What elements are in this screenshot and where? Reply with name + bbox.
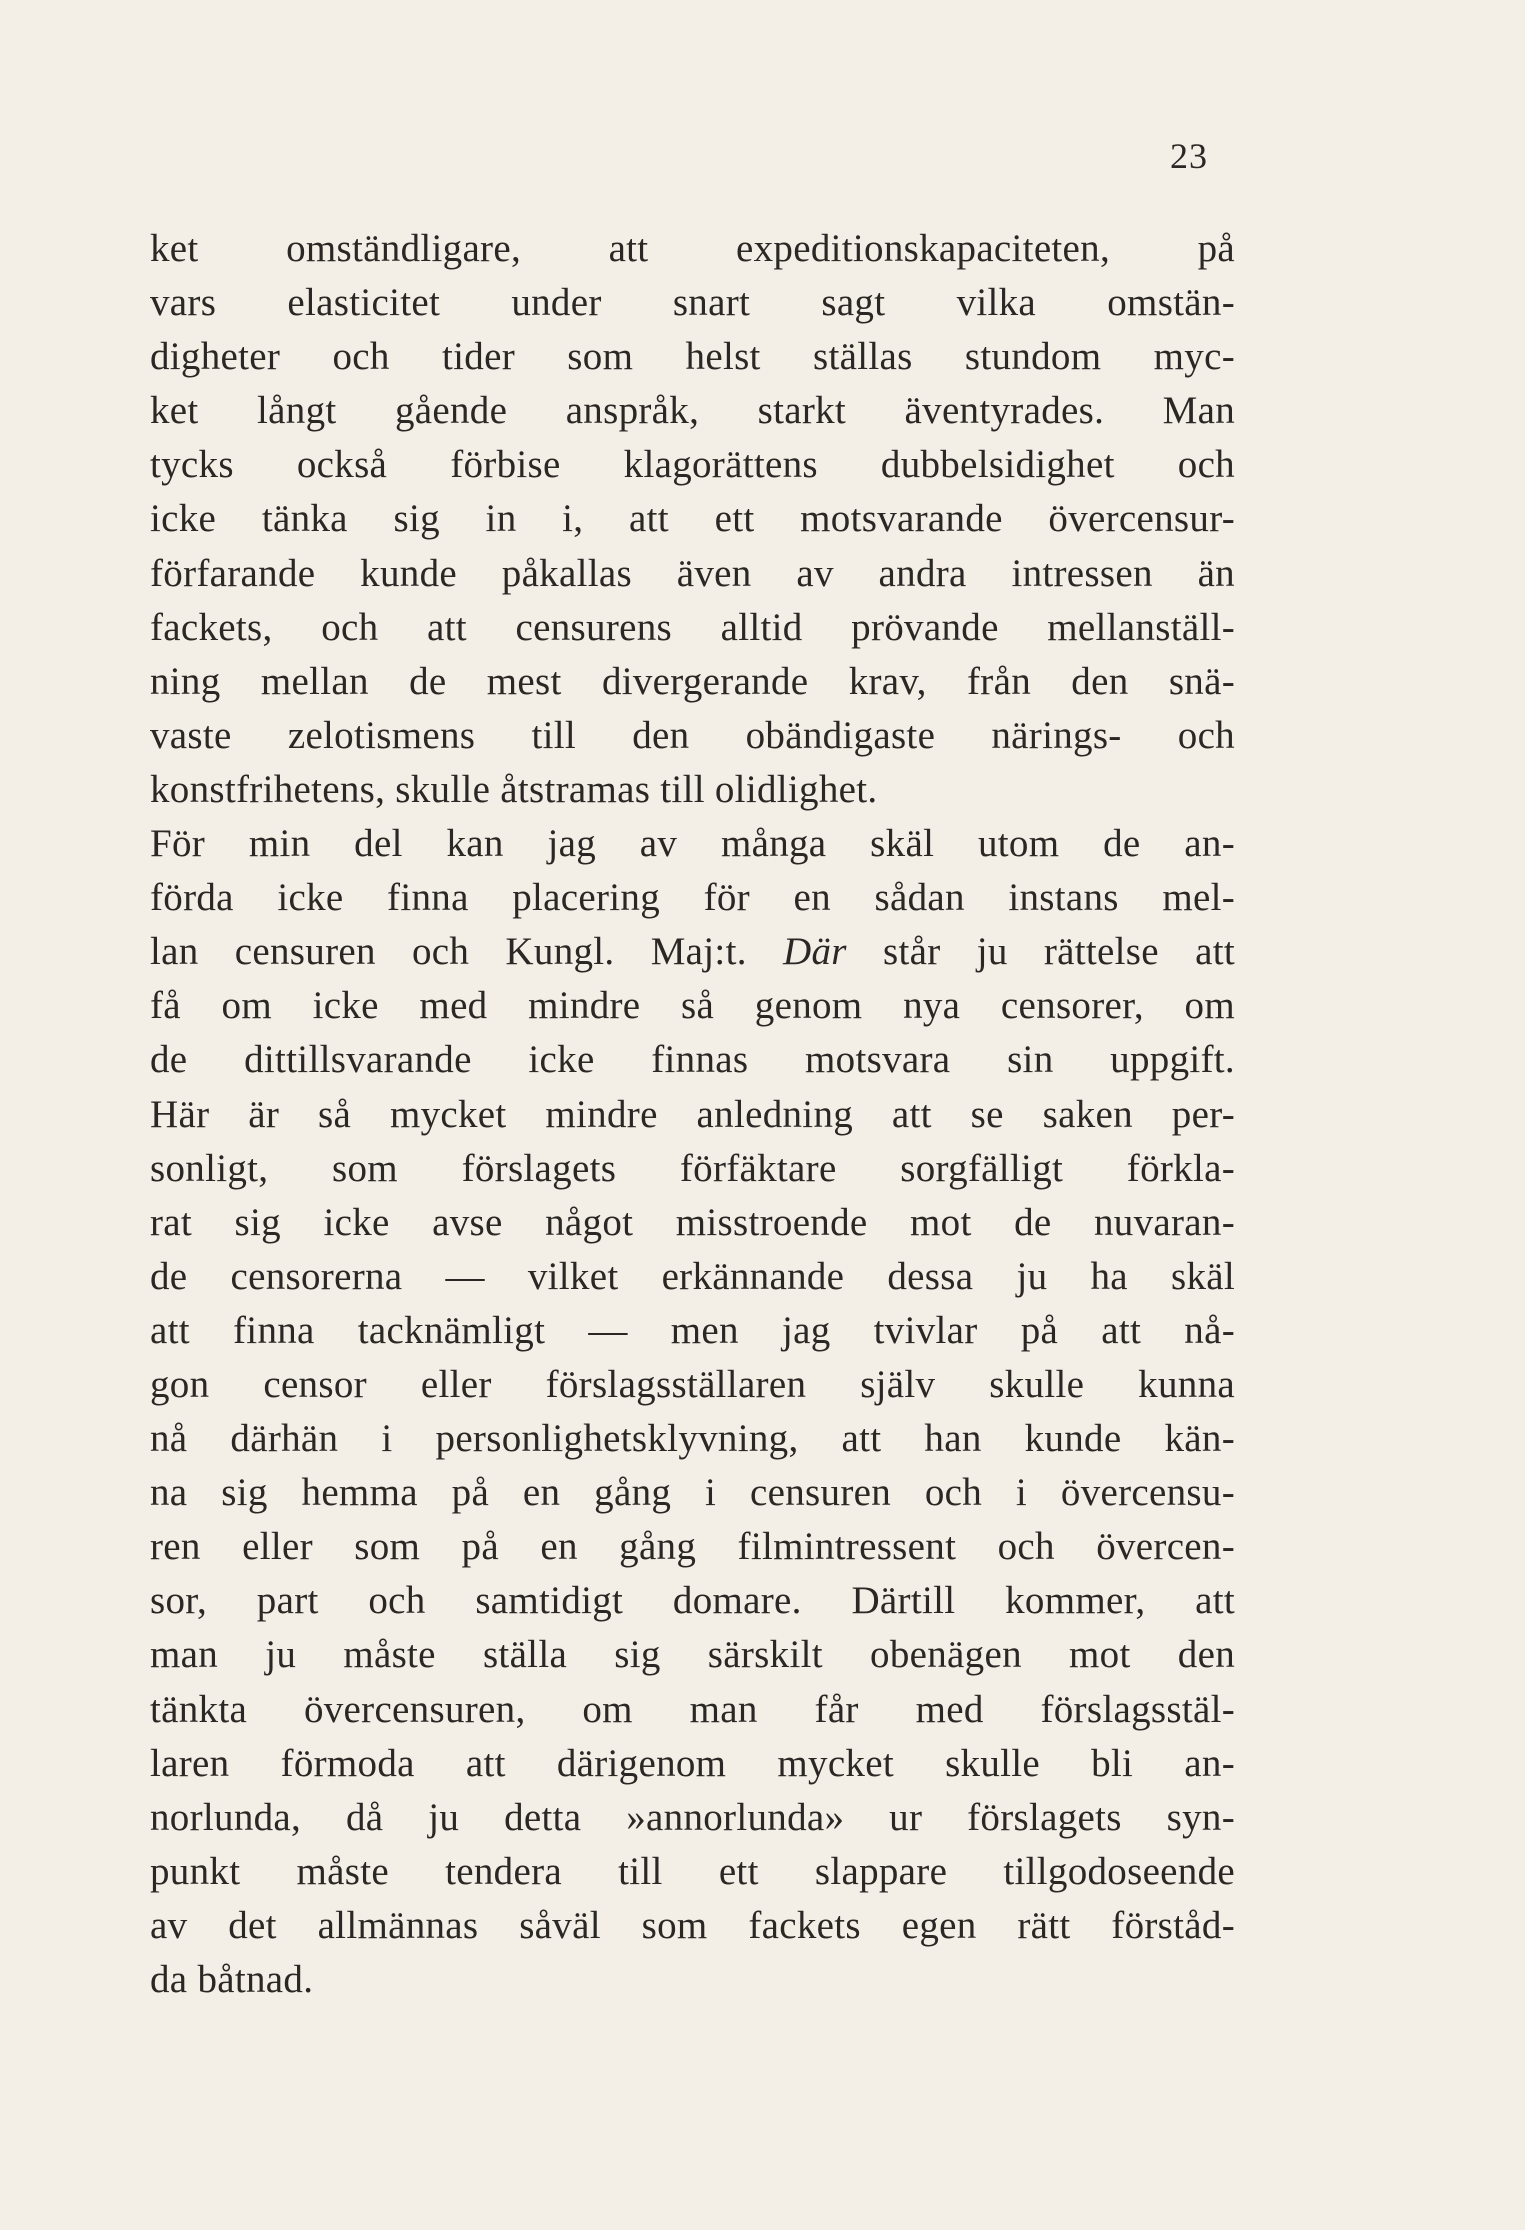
text-line: För min del kan jag av många skäl utom de an- xyxy=(150,822,1235,866)
text-line: punkt måste tendera till ett slappare tillgodoseende xyxy=(150,1849,1235,1893)
text-line: ket långt gående anspråk, starkt äventyrades. Man xyxy=(150,389,1235,433)
text-line: gon censor eller förslagsställaren själv skulle kunna xyxy=(150,1362,1235,1406)
text-line: fackets, och att censurens alltid prövande mellanställ- xyxy=(150,605,1235,649)
body-text xyxy=(150,222,1235,2007)
text-line: sor, part och samtidigt domare. Därtill kommer, att xyxy=(150,1579,1235,1623)
text-line: ning mellan de mest divergerande krav, från den snä- xyxy=(150,659,1235,703)
text-line xyxy=(150,925,1235,979)
text-line: de dittillsvarande icke finnas motsvara sin uppgift. xyxy=(150,1038,1235,1082)
text-line: ren eller som på en gång filmintressent och övercen- xyxy=(150,1525,1235,1569)
text-line: icke tänka sig in i, att ett motsvarande övercensur- xyxy=(150,497,1235,541)
text-line: förda icke finna placering för en sådan instans mel- xyxy=(150,876,1235,920)
page-number: 23 xyxy=(1170,136,1208,176)
text-line: laren förmoda att därigenom mycket skulle bli an- xyxy=(150,1741,1235,1785)
text-line: sonligt, som förslagets förfäktare sorgfälligt förkla- xyxy=(150,1146,1235,1190)
text-line: na sig hemma på en gång i censuren och i övercensu- xyxy=(150,1471,1235,1515)
text-segment: lan censuren och Kungl. Maj:t. xyxy=(150,930,747,974)
text-line: av det allmännas såväl som fackets egen rätt förståd- xyxy=(150,1903,1235,1947)
text-line: konstfrihetens, skulle åtstramas till olidlighet. xyxy=(150,767,878,811)
text-line: digheter och tider som helst ställas stundom myc- xyxy=(150,335,1235,379)
text-segment: står ju rättelse att xyxy=(882,930,1235,974)
text-line: Här är så mycket mindre anledning att se saken per- xyxy=(150,1092,1235,1136)
text-line: rat sig icke avse något misstroende mot de nuvaran- xyxy=(150,1200,1235,1244)
text-line: de censorerna — vilket erkännande dessa ju ha skäl xyxy=(150,1254,1235,1298)
text-line: förfarande kunde påkallas även av andra intressen än xyxy=(150,551,1235,595)
text-line: vars elasticitet under snart sagt vilka omstän- xyxy=(150,281,1235,325)
text-line: tycks också förbise klagorättens dubbelsidighet och xyxy=(150,443,1235,487)
italic-word: Där xyxy=(783,930,847,974)
text-line: få om icke med mindre så genom nya censorer, om xyxy=(150,984,1235,1028)
text-line: vaste zelotismens till den obändigaste närings- och xyxy=(150,713,1235,757)
text-line: ket omständligare, att expeditionskapaciteten, på xyxy=(150,227,1235,270)
text-line: norlunda, då ju detta »annorlunda» ur förslagets syn- xyxy=(150,1795,1235,1839)
text-line: tänkta övercensuren, om man får med förslagsstäl- xyxy=(150,1687,1235,1731)
text-line: att finna tacknämligt — men jag tvivlar på att nå- xyxy=(150,1308,1235,1352)
text-line: nå därhän i personlighetsklyvning, att han kunde kän- xyxy=(150,1417,1235,1461)
text-line: man ju måste ställa sig särskilt obenägen mot den xyxy=(150,1633,1235,1677)
text-line: da båtnad. xyxy=(150,1958,314,2001)
